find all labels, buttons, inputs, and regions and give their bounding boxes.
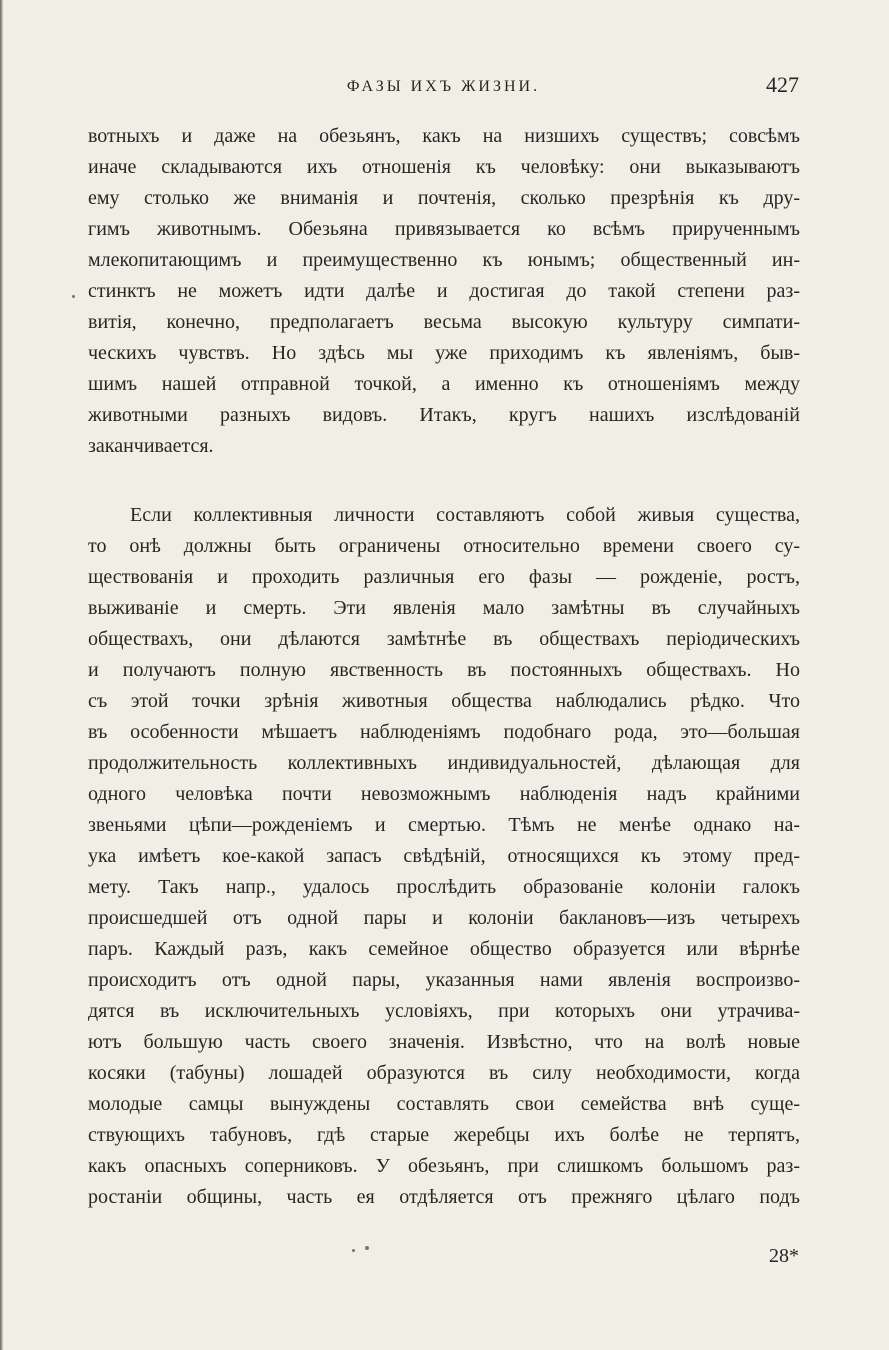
text-line: происшедшей отъ одной пары и колоніи баклановъ—изъ четырехъ xyxy=(88,907,800,929)
text-line: звеньями цѣпи—рожденіемъ и смертью. Тѣмъ не менѣе однако на- xyxy=(88,814,800,836)
text-line: косяки (табуны) лошадей образуются въ силу необходимости, когда xyxy=(88,1062,800,1084)
text-line: ука имѣетъ кое-какой запасъ свѣдѣній, относящихся къ этому пред- xyxy=(88,845,800,867)
text-line: выживаніе и смерть. Эти явленія мало замѣтны въ случайныхъ xyxy=(88,597,800,619)
text-line: ствующихъ табуновъ, гдѣ старые жеребцы ихъ болѣе не терпятъ, xyxy=(88,1124,800,1146)
text-line: стинктъ не можетъ идти далѣе и достигая до такой степени раз- xyxy=(88,280,800,302)
text-line: Если коллективныя личности составляютъ собой живыя существа, xyxy=(130,504,800,526)
paragraph-2 xyxy=(88,500,800,1213)
ink-speck xyxy=(365,1246,369,1250)
text-line: иначе складываются ихъ отношенія къ человѣку: они выказываютъ xyxy=(88,156,800,178)
text-line: мету. Такъ напр., удалось прослѣдить образованіе колоніи галокъ xyxy=(88,876,800,898)
running-head: ФАЗЫ ИХЪ ЖИЗНИ. xyxy=(346,78,541,95)
text-line: молодые самцы вынуждены составлять свои семейства внѣ суще- xyxy=(88,1093,800,1115)
text-line: вотныхъ и даже на обезьянъ, какъ на низшихъ существъ; совсѣмъ xyxy=(88,125,800,147)
ink-speck xyxy=(352,1249,355,1252)
text-line: ростаніи общины, часть ея отдѣляется отъ прежняго цѣлаго подъ xyxy=(88,1186,800,1208)
page-header xyxy=(88,72,799,102)
ink-speck xyxy=(72,295,75,298)
text-line: витія, конечно, предполагаетъ весьма высокую культуру симпати- xyxy=(88,311,800,333)
page-edge xyxy=(0,0,3,1350)
text-line: животными разныхъ видовъ. Итакъ, кругъ нашихъ изслѣдованій xyxy=(88,404,800,426)
paragraph-1 xyxy=(88,121,800,462)
text-line: съ этой точки зрѣнія животныя общества наблюдались рѣдко. Что xyxy=(88,690,800,712)
page-number: 427 xyxy=(766,72,799,97)
text-line: ческихъ чувствъ. Но здѣсь мы уже приходимъ къ явленіямъ, быв- xyxy=(88,342,800,364)
text-line: заканчивается. xyxy=(88,435,214,457)
text-line: обществахъ, они дѣлаются замѣтнѣе въ обществахъ періодическихъ xyxy=(88,628,800,650)
text-line: какъ опасныхъ соперниковъ. У обезьянъ, при слишкомъ большомъ раз- xyxy=(88,1155,800,1177)
signature-mark: 28* xyxy=(769,1245,799,1267)
text-line: млекопитающимъ и преимущественно къ юнымъ; общественный ин- xyxy=(88,249,800,271)
text-line: ютъ большую часть своего значенія. Извѣстно, что на волѣ новые xyxy=(88,1031,800,1053)
text-line: ществованія и проходить различныя его фазы — рожденіе, ростъ, xyxy=(88,566,800,588)
text-line: происходитъ отъ одной пары, указанныя нами явленія воспроизво- xyxy=(88,969,800,991)
text-line: одного человѣка почти невозможнымъ наблюденія надъ крайними xyxy=(88,783,800,805)
text-line: паръ. Каждый разъ, какъ семейное общество образуется или вѣрнѣе xyxy=(88,938,800,960)
text-line: въ особенности мѣшаетъ наблюденіямъ подобнаго рода, это—большая xyxy=(88,721,800,743)
text-line: то онѣ должны быть ограничены относительно времени своего су- xyxy=(88,535,800,557)
text-line: ему столько же вниманія и почтенія, сколько презрѣнія къ дру- xyxy=(88,187,800,209)
text-line: продолжительность коллективныхъ индивидуальностей, дѣлающая для xyxy=(88,752,800,774)
text-line: шимъ нашей отправной точкой, а именно къ отношеніямъ между xyxy=(88,373,800,395)
text-line: гимъ животнымъ. Обезьяна привязывается ко всѣмъ прирученнымъ xyxy=(88,218,800,240)
text-line: и получаютъ полную явственность въ постоянныхъ обществахъ. Но xyxy=(88,659,800,681)
text-line: дятся въ исключительныхъ условіяхъ, при которыхъ они утрачива- xyxy=(88,1000,800,1022)
